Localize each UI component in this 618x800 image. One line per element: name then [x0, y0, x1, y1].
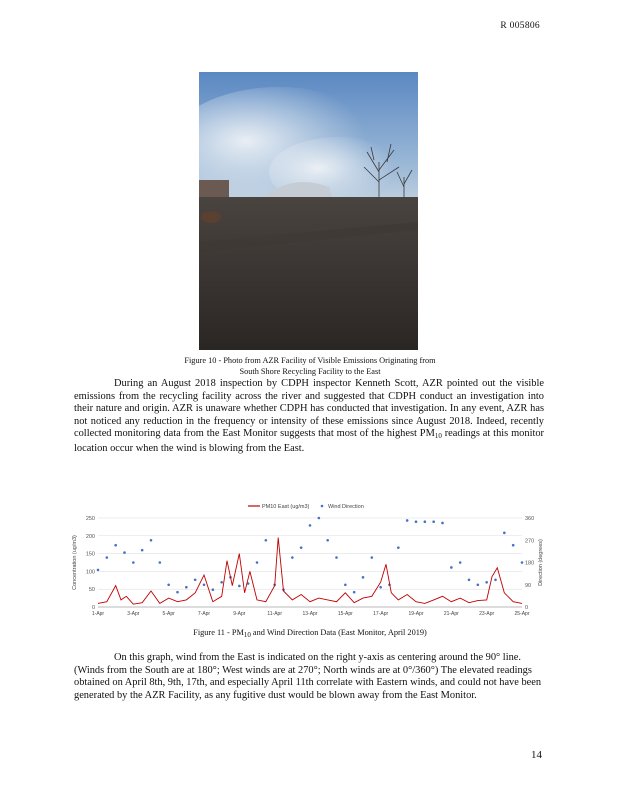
- paragraph-inspection: [74, 378, 544, 456]
- page-number: 14: [531, 749, 542, 761]
- paragraph1-text-b: readings at this monitor location occur when the wind is blowing from the East.: [74, 428, 544, 454]
- pm10-subscript: 10: [434, 432, 442, 441]
- wind-point: [503, 532, 506, 535]
- wind-point: [106, 556, 109, 559]
- wind-point: [176, 591, 179, 594]
- wind-point: [353, 591, 356, 594]
- y-tick-label: 150: [85, 551, 95, 558]
- y-tick-label: 250: [85, 516, 95, 522]
- wind-point: [141, 549, 144, 552]
- figure10-caption: [120, 355, 500, 377]
- x-tick-label: 19-Apr: [408, 611, 424, 617]
- emissions-photo-image: [199, 72, 418, 350]
- x-tick-label: 23-Apr: [479, 611, 495, 617]
- wind-point: [406, 519, 409, 522]
- wind-point: [494, 579, 497, 582]
- wind-point: [485, 581, 488, 584]
- y-tick-label: 0: [91, 605, 95, 611]
- x-tick-label: 15-Apr: [337, 611, 353, 617]
- wind-point: [97, 569, 100, 572]
- wind-point: [220, 581, 223, 584]
- wind-point: [468, 579, 471, 582]
- wind-point: [326, 539, 329, 542]
- figure10-caption-line1: Figure 10 - Photo from AZR Facility of Visible Emissions Originating from: [184, 356, 436, 365]
- wind-point: [309, 524, 312, 527]
- wind-point: [300, 546, 303, 549]
- wind-point: [256, 561, 259, 564]
- x-tick-label: 7-Apr: [197, 611, 211, 617]
- wind-point: [432, 520, 435, 523]
- wind-point: [194, 579, 197, 582]
- facility-photo: [199, 72, 418, 350]
- wind-point: [477, 583, 480, 586]
- figure11-caption-sub: 10: [243, 631, 251, 639]
- x-tick-label: 3-Apr: [127, 611, 140, 617]
- y-tick-label: 100: [85, 569, 95, 576]
- wind-point: [415, 520, 418, 523]
- wind-point: [291, 556, 294, 559]
- wind-point: [159, 561, 162, 564]
- wind-point: [512, 544, 515, 547]
- x-tick-label: 17-Apr: [373, 611, 389, 617]
- wind-point: [167, 583, 170, 586]
- y2-tick-label: 270: [525, 538, 535, 545]
- y2-tick-label: 0: [525, 605, 529, 611]
- paragraph2-text: On this graph, wind from the East is indicated on the right y-axis as centering around the 90° line. (Winds from the South are at 180°; West winds are at 270°; North winds are at 0°/360°) The elevated readings obtained on April 8th, 9th, 17th, and especially April 11th correlate with Eastern winds, and could not have been generated by the AZR Facility, as any fugitive dust would be blown away from the East Monitor.: [74, 652, 542, 701]
- figure10-caption-line2: South Shore Recycling Facility to the East: [239, 367, 381, 376]
- figure11-caption: [100, 627, 520, 641]
- wind-point: [371, 556, 374, 559]
- wind-point: [459, 561, 462, 564]
- legend-wind-label: Wind Direction: [328, 504, 364, 510]
- wind-point: [150, 539, 153, 542]
- wind-point: [344, 583, 347, 586]
- y2-tick-label: 360: [525, 516, 535, 522]
- y-axis-label: Concentration (ug/m3): [72, 535, 78, 590]
- wind-point: [441, 522, 444, 525]
- y2-tick-label: 90: [525, 582, 532, 589]
- wind-point: [397, 546, 400, 549]
- wind-point: [132, 561, 135, 564]
- wind-point: [424, 520, 427, 523]
- bates-number: R 005806: [500, 21, 540, 31]
- x-tick-label: 25-Apr: [514, 611, 530, 617]
- wind-point: [335, 556, 338, 559]
- wind-point: [521, 561, 524, 564]
- x-tick-label: 5-Apr: [162, 611, 175, 617]
- wind-point: [238, 585, 241, 588]
- wind-point: [114, 544, 117, 547]
- paragraph-wind-analysis: [74, 652, 544, 702]
- wind-point: [203, 583, 206, 586]
- x-tick-label: 9-Apr: [233, 611, 246, 617]
- wind-point: [212, 588, 215, 591]
- y2-axis-label: Direction (degrees): [538, 539, 544, 586]
- wind-point: [123, 551, 126, 554]
- legend-wind-swatch: [321, 505, 324, 508]
- wind-point: [318, 517, 321, 520]
- wind-point: [362, 576, 365, 579]
- x-tick-label: 21-Apr: [443, 611, 459, 617]
- y2-tick-label: 180: [525, 560, 535, 567]
- wind-point: [379, 586, 382, 589]
- pm10-series-line: [98, 538, 522, 605]
- y-tick-label: 50: [88, 587, 95, 594]
- y-tick-label: 200: [85, 533, 95, 540]
- figure11-caption-prefix: Figure 11 - PM: [193, 628, 244, 637]
- x-tick-label: 1-Apr: [91, 611, 105, 617]
- x-tick-label: 13-Apr: [302, 611, 318, 617]
- wind-point: [185, 586, 188, 589]
- pm10-wind-chart: [70, 498, 548, 626]
- wind-point: [265, 539, 268, 542]
- legend-pm10-label: PM10 East (ug/m3): [262, 504, 310, 510]
- x-tick-label: 11-Apr: [267, 611, 282, 617]
- wind-point: [450, 566, 453, 569]
- figure11-caption-suffix: and Wind Direction Data (East Monitor, April 2019): [250, 628, 427, 637]
- paragraph1-text-a: During an August 2018 inspection by CDPH inspector Kenneth Scott, AZR pointed out the visible emissions from the recycling facility across the river and suggested that CDPH conduct an investigation into their nature and origin. AZR is unaware whether CDPH has conducted that investigation. In any event, AZR has not noticed any reduction in the frequency or intensity of these emissions since August 2018. Indeed, recently collected monitoring data from the East Monitor suggests that most of the highest PM: [74, 378, 544, 440]
